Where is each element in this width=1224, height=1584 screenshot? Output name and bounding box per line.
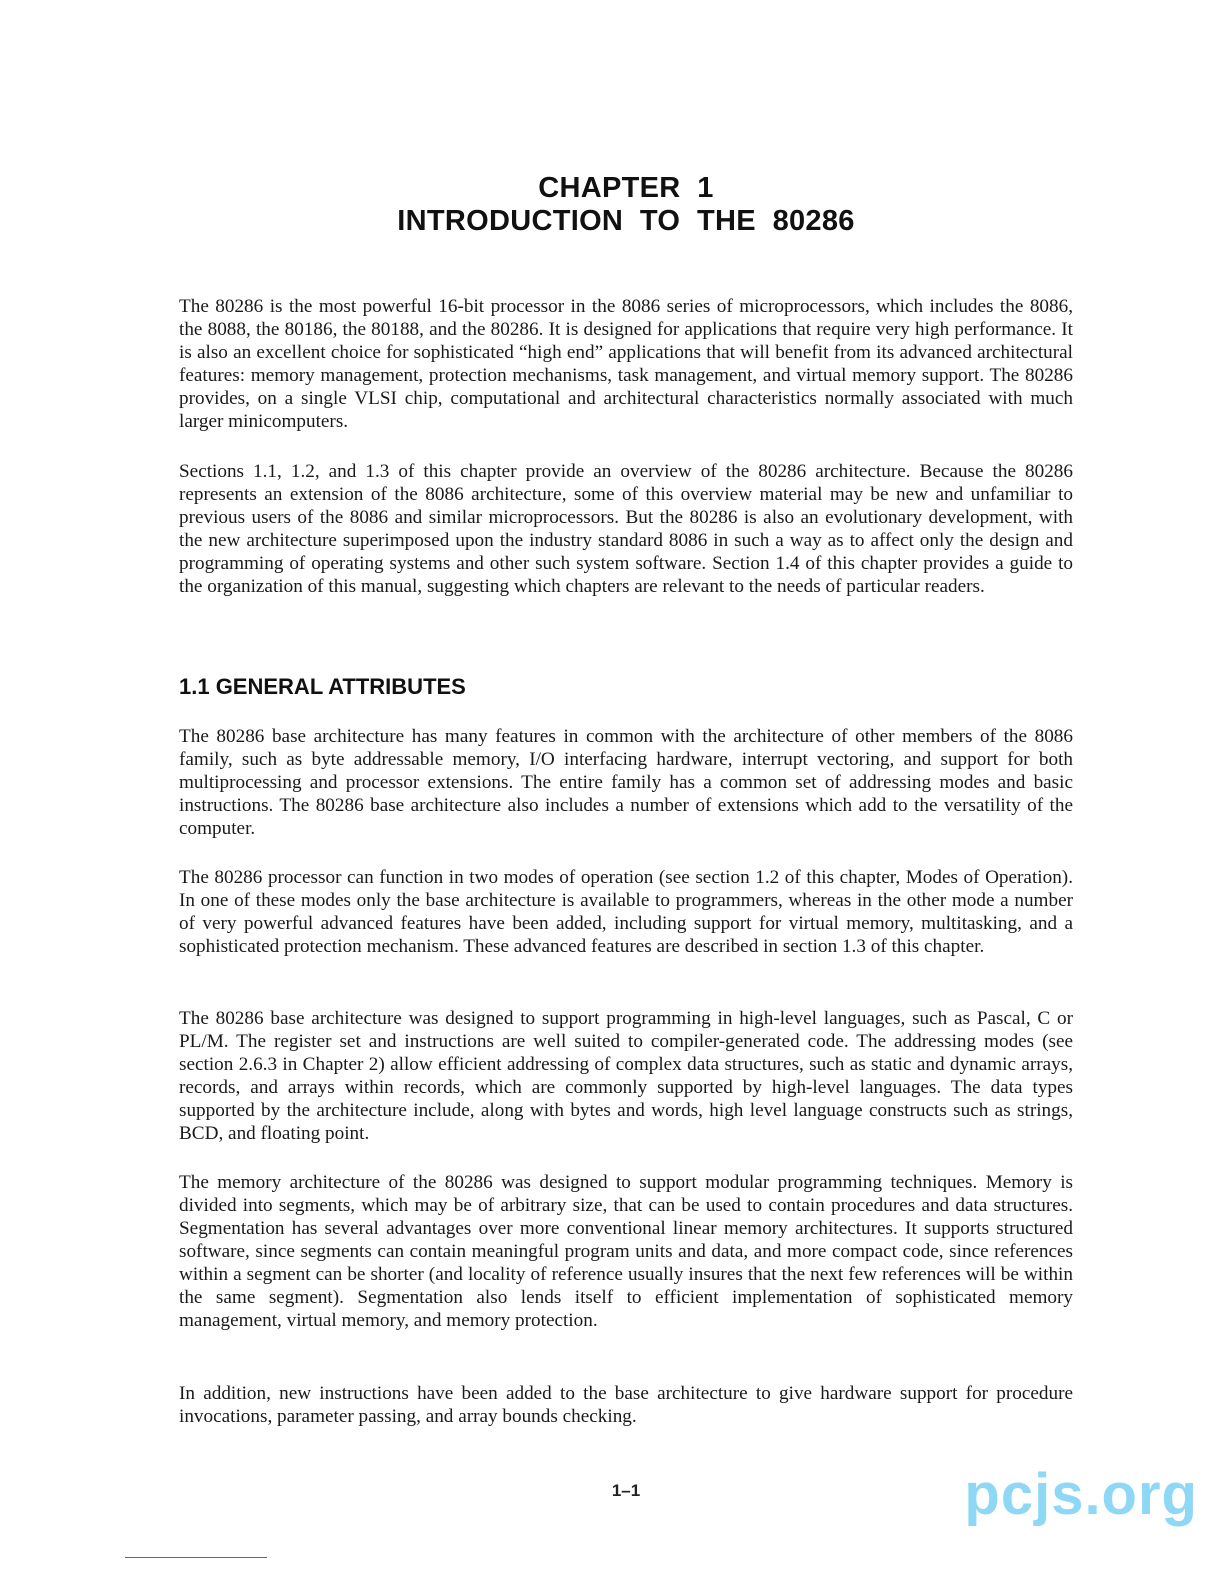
chapter-number: CHAPTER 1: [538, 172, 714, 204]
section-heading: 1.1 GENERAL ATTRIBUTES: [179, 674, 466, 699]
paragraph-attributes-5: In addition, new instructions have been added to the base architecture to give hardware support for procedure invocations, parameter passing, and array bounds checking.: [179, 1383, 1073, 1427]
watermark-logo: pcjs.org: [964, 1462, 1198, 1527]
chapter-name: INTRODUCTION TO THE 80286: [397, 205, 855, 237]
paragraph-attributes-1: The 80286 base architecture has many features in common with the architecture of other members of the 8086 family, such as byte addressable memory, I/O interfacing hardware, interrupt vectoring, and support for both multiprocessing and processor extensions. The entire family has a common set of addressing modes and basic instructions. The 80286 base architecture also includes a number of extensions which add to the versatility of the computer.: [179, 726, 1073, 839]
chapter-title: [0, 172, 1224, 238]
bottom-divider: [125, 1557, 267, 1558]
paragraph-intro-1: The 80286 is the most powerful 16-bit processor in the 8086 series of microprocessors, which includes the 8086, the 8088, the 80186, the 80188, and the 80286. It is designed for applications that require very high performance. It is also an excellent choice for sophisticated “high end” applications that will benefit from its advanced architectural features: memory management, protection mechanisms, task management, and virtual memory support. The 80286 provides, on a single VLSI chip, computational and architectural characteristics normally associated with much larger minicomputers.: [179, 296, 1073, 432]
paragraph-attributes-4: The memory architecture of the 80286 was designed to support modular programming techniques. Memory is divided into segments, which may be of arbitrary size, that can be used to contain procedures and data structures. Segmentation has several advantages over more conventional linear memory architectures. It supports structured software, since segments can contain meaningful program units and data, and more compact code, since references within a segment can be shorter (and locality of reference usually insures that the next few references will be within the same segment). Segmentation also lends itself to efficient implementation of sophisticated memory management, virtual memory, and memory protection.: [179, 1172, 1073, 1331]
paragraph-intro-2: Sections 1.1, 1.2, and 1.3 of this chapter provide an overview of the 80286 architecture. Because the 80286 represents an extension of the 8086 architecture, some of this overview material may be new and unfamiliar to previous users of the 8086 and similar microprocessors. But the 80286 is also an evolutionary development, with the new architecture superimposed upon the industry standard 8086 in such a way as to affect only the design and programming of operating systems and other such system software. Section 1.4 of this chapter provides a guide to the organization of this manual, suggesting which chapters are relevant to the needs of particular readers.: [179, 461, 1073, 597]
page-number: 1–1: [611, 1481, 641, 1500]
paragraph-attributes-3: The 80286 base architecture was designed to support programming in high-level languages, such as Pascal, C or PL/M. The register set and instructions are well suited to compiler-generated code. The addressing modes (see section 2.6.3 in Chapter 2) allow efficient addressing of complex data structures, such as static and dynamic arrays, records, and arrays within records, which are commonly supported by high-level languages. The data types supported by the architecture include, along with bytes and words, high level language constructs such as strings, BCD, and floating point.: [179, 1008, 1073, 1144]
paragraph-attributes-2: The 80286 processor can function in two modes of operation (see section 1.2 of this chapter, Modes of Operation). In one of these modes only the base architecture is available to programmers, whereas in the other mode a number of very powerful advanced features have been added, including support for virtual memory, multitasking, and a sophisticated protection mechanism. These advanced features are described in section 1.3 of this chapter.: [179, 867, 1073, 957]
